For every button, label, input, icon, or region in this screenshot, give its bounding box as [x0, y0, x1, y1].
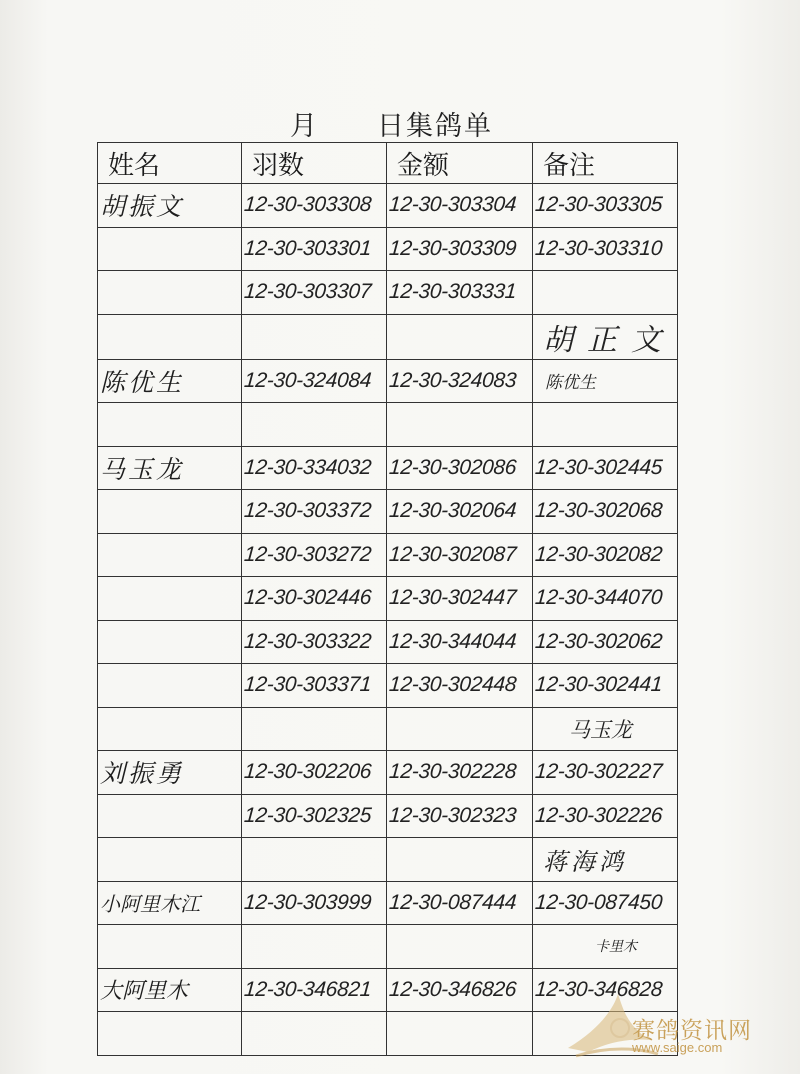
table-row [98, 403, 678, 447]
ring-number: 12-30-303305 [534, 193, 664, 217]
owner-name [98, 403, 242, 447]
owner-name [98, 490, 242, 534]
ring-number: 12-30-303301 [243, 236, 373, 260]
ring-number: 12-30-303309 [388, 236, 518, 260]
owner-name: 陈优生 [98, 359, 242, 403]
owner-name: 大阿里木 [98, 968, 242, 1012]
ring-number: 12-30-303307 [243, 280, 373, 304]
header-amount: 金额 [387, 143, 533, 184]
ring-number: 12-30-346828 [534, 977, 664, 1001]
empty-cell [387, 314, 533, 359]
owner-name [98, 314, 242, 359]
header-remark: 备注 [533, 143, 678, 184]
handwritten-signature: 马玉龙 [569, 717, 632, 742]
ring-number: 12-30-087444 [388, 890, 518, 914]
empty-cell [242, 925, 387, 969]
ring-number: 12-30-303310 [534, 236, 664, 260]
pigeon-collection-table [97, 142, 678, 1056]
empty-cell [533, 403, 678, 447]
form-title: 月 日集鸽单 [290, 111, 493, 142]
ring-number: 12-30-302206 [243, 760, 373, 784]
table-row [98, 359, 678, 403]
ring-number: 12-30-302325 [243, 803, 373, 827]
watermark-url: www.saige.com [632, 1040, 723, 1055]
owner-name [98, 620, 242, 664]
table-row [98, 925, 678, 969]
ring-number: 12-30-303304 [388, 193, 518, 217]
table-row [98, 838, 678, 882]
watermark-text: 赛鸽资讯网 [632, 1018, 752, 1044]
empty-cell [242, 838, 387, 882]
table-row [98, 707, 678, 751]
ring-number: 12-30-302064 [388, 499, 518, 523]
table-row [98, 751, 678, 795]
ring-number: 12-30-302323 [388, 803, 518, 827]
empty-cell [387, 1012, 533, 1056]
ring-number: 12-30-324083 [388, 368, 518, 392]
ring-number: 12-30-303308 [243, 193, 373, 217]
table-row [98, 314, 678, 359]
empty-cell [242, 707, 387, 751]
owner-name [98, 838, 242, 882]
ring-number: 12-30-303272 [243, 542, 373, 566]
table-row [98, 620, 678, 664]
owner-name [98, 227, 242, 271]
header-row [98, 143, 678, 184]
table-row [98, 577, 678, 621]
table-row [98, 490, 678, 534]
handwritten-signature: 蒋海鸿 [543, 847, 627, 876]
header-name: 姓名 [98, 143, 242, 184]
table-row [98, 881, 678, 925]
owner-name [98, 1012, 242, 1056]
empty-cell [242, 1012, 387, 1056]
owner-name [98, 794, 242, 838]
owner-name: 小阿里木江 [98, 881, 242, 925]
table-row [98, 184, 678, 228]
ring-number: 12-30-302226 [534, 803, 664, 827]
ring-number: 12-30-302087 [388, 542, 518, 566]
ring-number: 12-30-303999 [243, 890, 373, 914]
table-row [98, 446, 678, 490]
owner-name [98, 925, 242, 969]
ring-number: 12-30-303372 [243, 499, 373, 523]
ring-number: 12-30-302227 [534, 760, 664, 784]
ring-number: 12-30-302228 [388, 760, 518, 784]
table-row [98, 533, 678, 577]
ring-number: 12-30-344070 [534, 586, 664, 610]
ring-number: 12-30-346826 [388, 977, 518, 1001]
table-row [98, 664, 678, 708]
ring-number: 12-30-324084 [243, 368, 373, 392]
ring-number: 12-30-302062 [534, 629, 664, 653]
handwritten-signature: 陈优生 [545, 373, 596, 394]
ring-number: 12-30-303371 [243, 673, 373, 697]
handwritten-signature: 卡里木 [595, 939, 637, 956]
table-row [98, 227, 678, 271]
owner-name: 刘振勇 [98, 751, 242, 795]
table-row [98, 794, 678, 838]
ring-number: 12-30-302068 [534, 499, 664, 523]
ring-number: 12-30-302441 [534, 673, 664, 697]
ring-number: 12-30-302445 [534, 455, 664, 479]
owner-name [98, 664, 242, 708]
ring-number: 12-30-302448 [388, 673, 518, 697]
ring-number: 12-30-302086 [388, 455, 518, 479]
ring-number: 12-30-087450 [534, 890, 664, 914]
owner-name [98, 707, 242, 751]
ring-number: 12-30-303322 [243, 629, 373, 653]
owner-name: 马玉龙 [98, 446, 242, 490]
empty-cell [387, 925, 533, 969]
ring-number: 12-30-302082 [534, 542, 664, 566]
ring-number: 12-30-346821 [243, 977, 373, 1001]
ring-number: 12-30-302446 [243, 586, 373, 610]
empty-cell [242, 403, 387, 447]
empty-cell [387, 403, 533, 447]
owner-name: 胡振文 [98, 184, 242, 228]
ring-number: 12-30-344044 [388, 629, 518, 653]
owner-name [98, 271, 242, 315]
empty-cell [387, 838, 533, 882]
owner-name [98, 533, 242, 577]
empty-cell [242, 314, 387, 359]
ring-number: 12-30-303331 [388, 280, 518, 304]
owner-name [98, 577, 242, 621]
table-row [98, 271, 678, 315]
ring-number: 12-30-302447 [388, 586, 518, 610]
header-count: 羽数 [242, 143, 387, 184]
handwritten-signature: 胡正文 [543, 322, 675, 358]
empty-cell [387, 707, 533, 751]
ring-number: 12-30-334032 [243, 455, 373, 479]
